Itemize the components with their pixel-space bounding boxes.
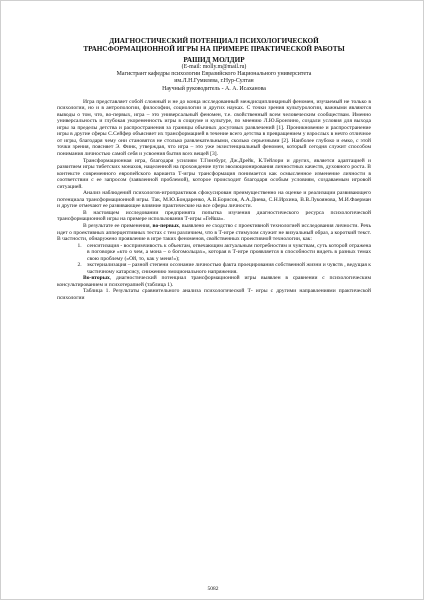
author-name: РАШИД МОЛДИР bbox=[183, 55, 245, 64]
paragraph: Игра представляет собой сложный и не до конца исследованный междисциплинарный феномен, изучаемый не только в психологии, но и в антропологии, философии, социологии и других науках. С точки зрения культурологии, важными являются выводы о том, что, во-первых, игра – это универсальный феномен, т.е. свойственный всем человеческим сообществам. Именно универсальность и глубокая укорененность игры в социуме и культуре, по мнению Л.Ю.Бронзино, создали условия для выхода игры за пределы детства и распространения за границы обычных досуговых развлечений [1]. Проникновение и распространение игры в другие сферы С.Сейфер объясняет их трансформацией в течение всего детства в превращением у взрослых в нечто отличное от игры, благодаря чему они становятся не столько развлекательными, сколько серьезными [2]. Наиболее глубоко и емко, с этой точки зрения, поясняет Э. Финк, утверждая, что игра – это уже экзистенциальный феномен, который сегодня служит способом понимания личностью самой себя и усвоения бытия всех вещей [3]. bbox=[57, 98, 371, 157]
table-caption: Таблица 1. Результаты сравнительного анализа психологической Т- игры с другими направлениями практической психологии bbox=[57, 288, 371, 301]
second-text: , диагностический потенциал трансформационной игры выявлен в сравнении с психологическим консультированием и психотерапией (таблица 1). bbox=[57, 275, 371, 288]
paragraph: Анализ наблюдений психологов-игропрактиков сфокусирован преимущественно на оценке и реализации развивающего потенциала трансформационной игры. Так, М.Ю.Бондаренко, А.В.Борисов, А.А.Диева, С.Н.Ирхина, В.В.Лукоянова, М.И.Фаерман и другие отмечают ее развивающее влияние практические на все сферы личности. bbox=[57, 190, 371, 210]
article-title bbox=[57, 37, 371, 54]
supervisor: Научный руководитель - А. А. Исаханова bbox=[162, 85, 266, 92]
phenomena-list bbox=[57, 243, 371, 276]
second-label: Во-вторых bbox=[83, 275, 110, 282]
affiliation-line-2: им.Л.Н.Гумилева, г.Нур-Султан bbox=[174, 78, 254, 85]
affiliation-line-1: Магистрант кафедры психологии Евразийского Национального университета bbox=[116, 71, 312, 78]
list-item: 1. сенситизация - воспримчивость к объектам, отвечающим актуальным потребностям и чувствам, суть которой отражена в поговорке «кто о чем, а мона – о богомольцах», которая в Т-игре проявляется в способности видеть в разных темах свою проблему («Ой, то, как у меня!»); bbox=[83, 243, 371, 263]
list-item: 2. экстериализация – разной степени осознание личностью факта проецирования собственной жизни и чувств , ведущая к частичному катарсису, снижению эмоционального напряжения. bbox=[83, 262, 371, 275]
paragraph: В настоящем исследовании предпринята попытка изучения диагностического ресурса психологической трансформационной игры на примере использования Т-игры «Гейша». bbox=[57, 209, 371, 223]
document-content bbox=[57, 37, 371, 302]
second-paragraph bbox=[57, 275, 371, 288]
title-line-1: ДИАГНОСТИЧЕСКИЙ ПОТЕНЦИАЛ ПСИХОЛОГИЧЕСКОЙ bbox=[109, 37, 319, 45]
results-paragraph bbox=[57, 223, 371, 243]
first-label: во-первых bbox=[152, 222, 179, 229]
paragraph: Трансформационная игра, благодаря усилиям Т.Гинзбург, Дж.Дрейк, К.Тейлори и других, является адаптацией и развитием игры тибетских монахов, нацеленной на прохождение пути эволюционирования личностных качеств, духовного роста. В контексте современного европейского варианта Т-игры трансформация понимается как осмысленное изменение личности в соответствии с ее запросом (заявленной проблемой), которое происходит благодаря особым условиям, создаваемым игровой ситуацией. bbox=[57, 157, 371, 190]
results-intro: В результате ее применения, bbox=[83, 222, 151, 229]
author-email: (E-mail: molly.m@mail.ru) bbox=[181, 64, 247, 71]
page-number: 5082 bbox=[207, 586, 219, 592]
title-line-2: ТРАНСФОРМАЦИОННОЙ ИГРЫ НА ПРИМЕРЕ ПРАКТИЧЕСКОЙ РАБОТЫ bbox=[83, 45, 345, 54]
results-text: , выявлено ее сходство с проективной технологией исследования личности. Речь идет о проективных апперцептивных тестах с тем различием, что в Т-игре стимулом служит не визуальный образ, а короткий текст. В частности, обнаружено проявление в игре таких феноменов, свойственных проективной технологии, как: bbox=[57, 222, 371, 243]
